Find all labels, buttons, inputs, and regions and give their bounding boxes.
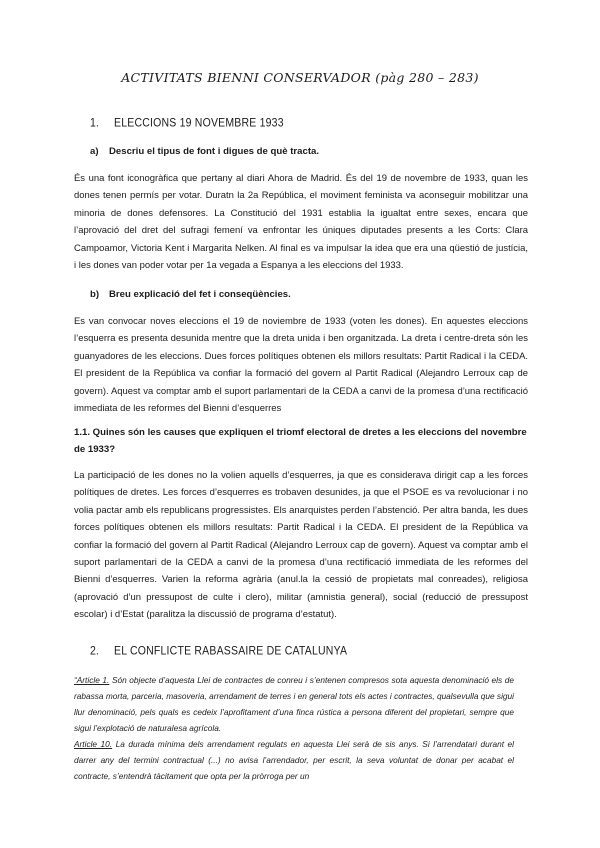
section-2-number: 2. (90, 644, 100, 658)
article-1-label: “Article 1. (74, 675, 110, 685)
question-a-label: a) (90, 146, 99, 157)
question-b-label: b) (90, 289, 100, 300)
question-a-text: Descriu el tipus de font i digues de què tracta. (109, 146, 320, 157)
article-10-text: La durada mínima dels arrendament regulats en aquesta Llei serà de sis anys. Si l’arrendatari durant el darrer any del termini contractual (...) no avisa l’arrendador, per escrit, la seva voluntat de donar per acabat el contracte, s’entendrà tàcitament que opta per la pròrroga per un (74, 739, 515, 781)
question-b (90, 289, 291, 300)
document-title: ACTIVITATS BIENNI CONSERVADOR (pàg 280 – 283) (121, 70, 479, 85)
section-1-heading (90, 116, 284, 129)
question-b-text: Breu explicació del fet i conseqüències. (109, 289, 291, 300)
article-1-text: Són objecte d’aquesta Llei de contractes de conreu i s’entenen compresos sota aquesta denominació els de rabassa morta, parceria, masoveria, arrendament de terres i en general tots els actes i contractes, qualsevulla que sigui llur denominació, pels quals es cedeix l’aprofitament d’una finca rústica a persona diferent del propietari, sempre que sigui l’explotació de naturalesa agrícola. (74, 675, 514, 733)
answer-a: És una font iconogràfica que pertany al diari Ahora de Madrid. És del 19 de novembre de 1933, quan les dones tenen permís per votar. Duratn la 2a República, el moviment feminista va aconseguir mobilitzar una minoria de dones defensores. La Constitució del 1931 establia la igualtat entre sexes, encara que l’aprovació del dret del sufragi femení va enfrontar les úniques diputades presents a les Corts: Clara Campoamor, Victoria Kent i Margarita Nelken. Al final es va impulsar la idea que era una qüestió de justícia, i les dones van poder votar per 1a vegada a Espanya a les eleccions del 1933. (74, 173, 528, 272)
question-a (90, 146, 319, 157)
section-2-title: EL CONFLICTE RABASSAIRE DE CATALUNYA (114, 644, 348, 658)
law-article-10 (74, 736, 514, 784)
law-article-1 (74, 672, 514, 736)
answer-b: Es van convocar noves eleccions el 19 de noviembre de 1933 (voten les dones). En aquestes eleccions l’esquerra es presenta desunida mentre que la dreta unida i ben organitzada. La dreta i centre-dreta són les guanyadores de les eleccions. Dues forces polítiques obtenen els millors resultats: Partit Radical i la CEDA. El president de la República va confiar la formació del govern al Partit Radical (Alejandro Lerroux cap de govern). Aquest va comptar amb el suport parlamentari de la CEDA a canvi de la promesa d’una rectificació immediata de les reformes del Bienni d’esquerres (74, 316, 528, 415)
article-10-label: Article 10. (74, 739, 113, 749)
answer-1-1: La participació de les dones no la volien aquells d’esquerres, ja que es considerava dirigit cap a les forces polítiques de dretes. Les forces d’esquerres es trobaven desunides, ja que el PSOE es va revolucionar i no volia pactar amb els republicans progressistes. Els anarquistes perden l’abstenció. Per altra banda, les dues forces polítiques obtenen els millors resultats: Partit Radical i la CEDA. El president de la República va confiar la formació del govern al Partit Radical (Alejandro Lerroux cap de govern). Aquest va comptar amb el suport parlamentari de la CEDA a canvi de la promesa d’una rectificació immediata de les reformes del Bienni d’esquerres. Varien la reforma agrària (anul.la la cessió de propietats mal conreades), religiosa (aprovació d’un pressupost de culte i clero), militar (amnistia general), social (reducció de pressupost escolar) i d’Estat (paralitza la discussió de programa d’estatut). (74, 470, 528, 621)
section-2-heading (90, 644, 347, 657)
question-1-1: 1.1. Quines són les causes que expliquen el triomf electoral de dretes a les eleccions del novembre de 1933? (74, 427, 527, 455)
section-1-title: ELECCIONS 19 NOVEMBRE 1933 (114, 116, 284, 130)
section-1-number: 1. (90, 116, 100, 130)
